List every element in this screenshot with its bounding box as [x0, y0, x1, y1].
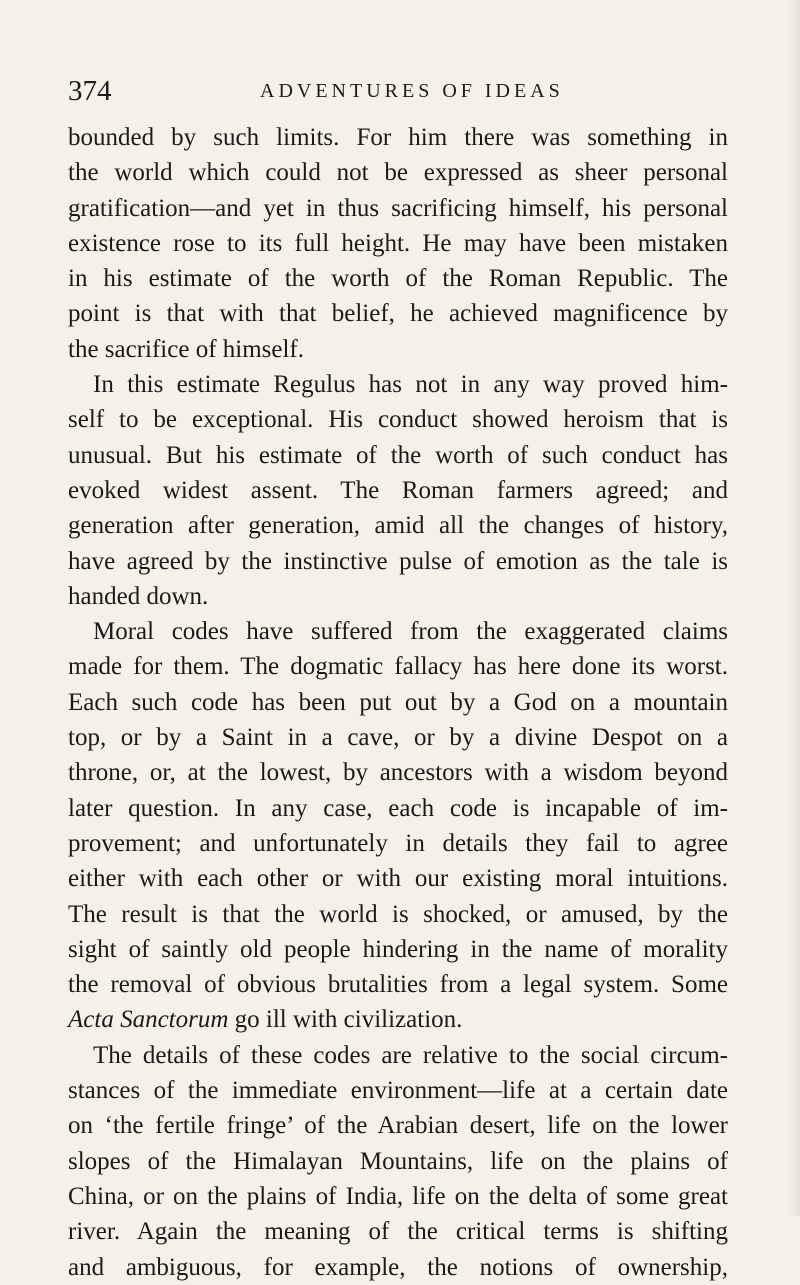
text-line: later question. In any case, each code is incapable of im-	[68, 794, 728, 822]
italic-title: Acta Sanctorum	[68, 1006, 229, 1034]
text-line: provement; and unfortunately in details they fail to agree	[68, 829, 728, 857]
text-line: river. Again the meaning of the critical terms is shifting	[68, 1218, 728, 1246]
text-line	[68, 1002, 728, 1037]
text-line: have agreed by the instinctive pulse of emotion as the tale is	[68, 547, 728, 575]
paragraph	[68, 1038, 728, 1285]
text-line: The details of these codes are relative to the social circum-	[93, 1041, 728, 1069]
text-line: either with each other or with our existing moral intuitions.	[68, 865, 728, 893]
text-line: existence rose to its full height. He may have been mistaken	[68, 229, 728, 257]
text-line: throne, or, at the lowest, by ancestors with a wisdom beyond	[68, 759, 728, 787]
text-line: In this estimate Regulus has not in any way proved him-	[93, 371, 728, 399]
page-edge-shadow	[786, 0, 800, 1216]
body-text	[68, 120, 728, 1285]
text-line: and ambiguous, for example, the notions of ownership,	[68, 1253, 728, 1281]
book-page	[68, 74, 728, 1285]
page-number: 374	[68, 75, 112, 107]
text-line: Moral codes have suffered from the exaggerated claims	[93, 618, 728, 646]
running-title: ADVENTURES OF IDEAS	[260, 80, 564, 102]
paragraph	[68, 120, 728, 367]
text-line: in his estimate of the worth of the Roman Republic. The	[68, 265, 728, 293]
text-line: generation after generation, amid all the changes of history,	[68, 512, 728, 540]
text-line: sight of saintly old people hindering in the name of morality	[68, 935, 728, 963]
text-line: Each such code has been put out by a God on a mountain	[68, 688, 728, 716]
text-line: bounded by such limits. For him there was something in	[68, 124, 728, 151]
text-line: top, or by a Saint in a cave, or by a divine Despot on a	[68, 724, 728, 752]
text-line: unusual. But his estimate of the worth of such conduct has	[68, 441, 728, 469]
text-line: gratification—and yet in thus sacrificing himself, his personal	[68, 194, 728, 222]
text-line: the world which could not be expressed as sheer personal	[68, 159, 728, 187]
text-line: the removal of obvious brutalities from a legal system. Some	[68, 971, 728, 999]
text-line: stances of the immediate environment—life at a certain date	[68, 1077, 728, 1105]
text-line: evoked widest assent. The Roman farmers agreed; and	[68, 476, 728, 504]
text-line: handed down.	[68, 582, 209, 610]
text-fragment: go ill with civilization.	[228, 1006, 463, 1034]
paragraph	[68, 367, 728, 614]
running-head	[68, 74, 728, 108]
text-line: the sacrifice of himself.	[68, 335, 305, 363]
text-line: point is that with that belief, he achieved magnificence by	[68, 300, 728, 328]
text-line: on ‘the fertile fringe’ of the Arabian desert, life on the lower	[68, 1112, 728, 1140]
text-line: slopes of the Himalayan Mountains, life on the plains of	[68, 1147, 728, 1175]
text-line: The result is that the world is shocked, or amused, by the	[68, 900, 728, 928]
paragraph	[68, 614, 728, 1038]
text-line: self to be exceptional. His conduct showed heroism that is	[68, 406, 728, 434]
text-line: made for them. The dogmatic fallacy has here done its worst.	[68, 653, 728, 681]
text-line: China, or on the plains of India, life on the delta of some great	[68, 1182, 728, 1210]
